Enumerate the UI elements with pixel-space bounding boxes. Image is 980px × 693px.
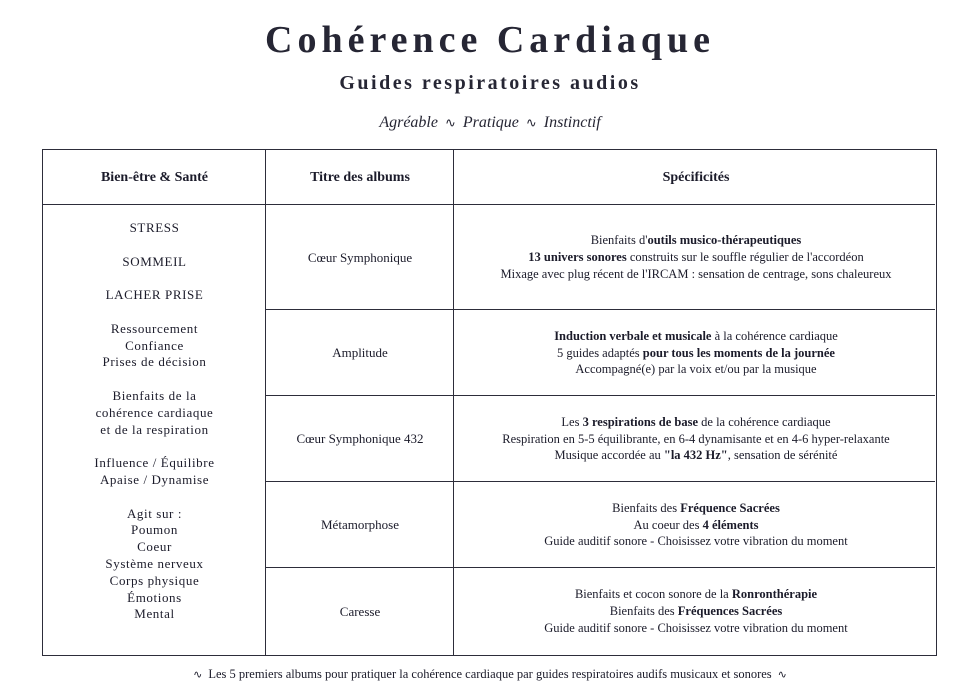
wellness-group [43,455,266,489]
wellness-item: Coeur [137,539,172,555]
ornament-swirl-icon: ∿ [525,115,537,130]
ornament-swirl-icon: ∿ [193,669,203,681]
column-header-albums: Titre des albums [310,169,410,185]
spec-text: Guide auditif sonore - Choisissez votre vibration du moment [544,534,848,549]
wellness-group [43,321,266,371]
album-specs [454,311,938,395]
album-title: Cœur Symphonique 432 [296,431,424,446]
album-title: Métamorphose [321,517,399,532]
spec-text: construits sur le souffle régulier de l'accordéon [626,250,864,265]
spec-line [502,431,889,448]
column-header-wellness: Bien-être & Santé [100,169,209,185]
spec-highlight: 4 éléments [702,517,759,532]
wellness-item: Agit sur : [126,505,183,521]
spec-line [500,266,891,283]
wellness-item: SOMMEIL [122,253,187,269]
spec-highlight: Fréquences Sacrées [677,604,783,619]
spec-highlight: 3 respirations de base [582,414,699,429]
wellness-item: Système nerveux [105,555,204,571]
footer-note [0,667,980,682]
album-title: Cœur Symphonique [307,249,413,265]
wellness-item: LACHER PRISE [105,287,204,303]
album-specs [454,206,938,309]
spec-highlight: "la 432 Hz" [663,448,728,463]
wellness-group [43,388,266,438]
spec-line [557,345,835,362]
wellness-item: Ressourcement [110,320,199,336]
spec-text: de la cohérence cardiaque [698,414,831,429]
spec-text: Bienfaits d' [590,233,648,248]
spec-line [634,517,759,534]
spec-text: Bienfaits des [612,500,681,515]
album-specs [454,397,938,481]
spec-text: Bienfaits des [609,604,678,619]
spec-text: Mixage avec plug récent de l'IRCAM : sensation de centrage, sons chaleureux [500,266,892,281]
spec-text: Accompagné(e) par la voix et/ou par la musique [575,362,817,377]
spec-text: Respiration en 5-5 équilibrante, en 6-4 dynamisante et en 4-6 hyper-relaxante [502,431,890,446]
row-divider [266,395,935,396]
album-specs [454,483,938,567]
wellness-list [43,220,266,640]
album-title: Amplitude [332,345,388,360]
wellness-item: Mental [134,606,175,622]
spec-text: Au coeur des [633,517,703,532]
spec-text: Guide auditif sonore - Choisissez votre vibration du moment [544,620,848,635]
album-specs [454,569,938,654]
tagline-word: Pratique [462,114,519,131]
wellness-item: et de la respiration [100,421,209,437]
spec-text: Musique accordée au [554,448,664,463]
wellness-item: Confiance [125,337,184,353]
spec-text: Les [561,414,583,429]
wellness-item: Corps physique [109,572,200,588]
row-divider [266,567,935,568]
spec-text: Bienfaits et cocon sonore de la [574,587,732,602]
wellness-item: cohérence cardiaque [95,404,214,420]
column-header-specs: Spécificités [662,169,730,185]
row-divider [266,481,935,482]
wellness-item: Émotions [127,589,182,605]
page-subtitle: Guides respiratoires audios [339,72,641,94]
spec-line [544,620,847,637]
wellness-item: Bienfaits de la [112,387,197,403]
spec-line [528,249,863,266]
row-divider [266,309,935,310]
spec-highlight: outils musico-thérapeutiques [647,233,802,248]
album-title: Caresse [339,603,381,619]
ornament-swirl-icon: ∿ [777,669,787,681]
spec-highlight: Induction verbale et musicale [554,328,712,343]
spec-line [610,603,783,620]
spec-highlight: Fréquence Sacrées [680,500,780,515]
footer-text: Les 5 premiers albums pour pratiquer la cohérence cardiaque par guides respiratoires audifs musicaux et sonores [208,667,772,681]
wellness-item: Influence / Équilibre [94,455,215,471]
page-title: Cohérence Cardiaque [265,19,715,61]
spec-line [561,414,830,431]
spec-line [575,586,817,603]
wellness-item: Poumon [131,522,178,538]
spec-line [612,500,780,517]
spec-line [591,232,802,249]
wellness-group [43,254,266,271]
tagline-word: Instinctif [543,114,601,131]
tagline-word: Agréable [379,114,438,131]
spec-line [554,328,838,345]
wellness-item: Apaise / Dynamise [99,471,210,487]
wellness-group [43,287,266,304]
wellness-group [43,220,266,237]
albums-table [42,149,937,656]
spec-text: , sensation de sérénité [727,448,838,463]
spec-line [555,447,838,464]
ornament-swirl-icon: ∿ [444,115,456,130]
spec-text: 5 guides adaptés [557,345,643,360]
wellness-item: Prises de décision [102,354,207,370]
wellness-group [43,506,266,624]
spec-highlight: 13 univers sonores [528,250,627,265]
spec-highlight: Ronronthérapie [731,587,818,602]
wellness-item: STRESS [129,220,180,235]
spec-highlight: pour tous les moments de la journée [642,345,835,360]
spec-line [544,533,847,550]
spec-line [575,361,816,378]
spec-text: à la cohérence cardiaque [711,328,838,343]
tagline [0,114,980,132]
